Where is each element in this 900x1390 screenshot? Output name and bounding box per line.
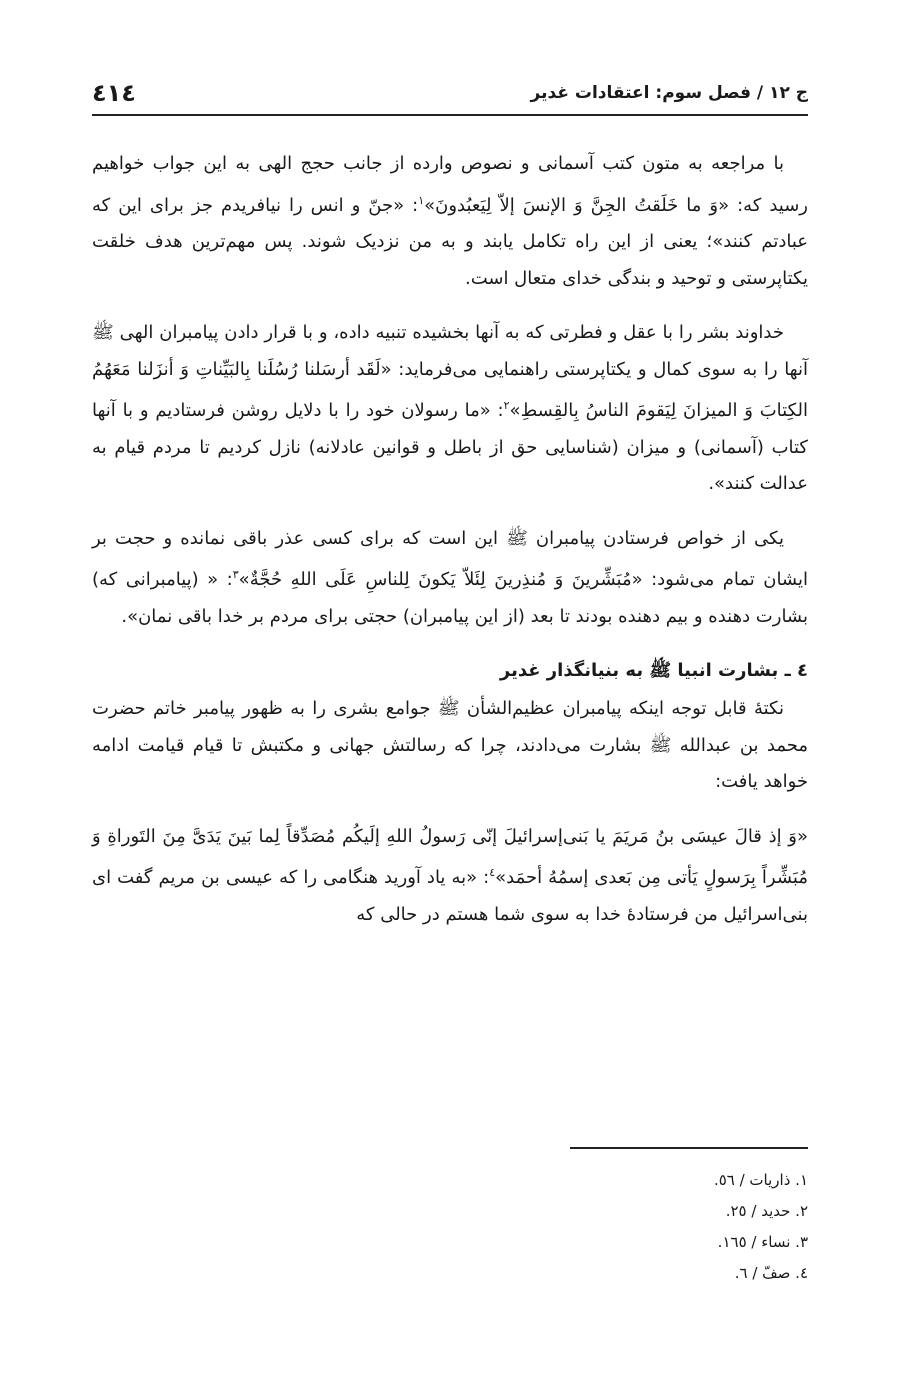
footnote-ref: ٢ <box>503 399 510 412</box>
quran-quote: مُبَشِّرینَ وَ مُنذِرینَ لِئَلاّ یَکونَ لِلناسِ عَلَی اللهِ حُجَّةٌ <box>249 569 632 590</box>
text-run: » <box>495 867 507 888</box>
paragraph-1 <box>92 146 808 297</box>
text-run: خداوند بشر را با عقل و فطرتی که به آنها بخشیده تنبیه داده، و با قرار دادن پیامبران الهی ﷺ آنها را به سوی کمال و یکتاپرستی راهنمایی می‌فرماید: « <box>92 322 808 380</box>
quran-quote: لَقَد أرسَلنا رُسُلَنا بِالبَیِّناتِ وَ أنزَلنا مَعَهُمُ الکِتابَ وَ المیزانَ لِیَقومَ الناسُ بِالقِسطِ <box>92 358 808 421</box>
text-run: » <box>238 569 250 590</box>
body-text <box>92 146 808 933</box>
footnote-1: ١. ذاریات / ٥٦. <box>713 1171 808 1189</box>
footnote-ref: ٤ <box>489 866 496 879</box>
text-run: « <box>796 825 808 847</box>
footnote-divider <box>570 1147 808 1149</box>
quran-quote: وَ إذ قالَ عیسَی بنُ مَریَمَ یا بَنی‌إسرائیلَ إنّی رَسولُ اللهِ إلَیکُم مُصَدِّقاً لِما بَینَ یَدَیَّ مِنَ التَوراةِ وَ مُبَشِّراً بِرَسولٍ یَأتی مِن بَعدی إسمُهُ أحمَد <box>92 825 808 888</box>
section-heading: ٤ ـ بشارت انبیا ﷺ به بنیانگذار غدیر <box>499 660 808 681</box>
text-run: » <box>509 400 521 421</box>
text-run: یکی از خواص فرستادن پیامبران ﷺ این است که برای کسی عذر باقی نمانده و حجت بر ایشان تمام می‌شود: « <box>92 527 808 590</box>
page-number: ٤١٤ <box>92 79 136 107</box>
footnote-ref: ١ <box>418 193 425 207</box>
paragraph-5 <box>92 819 808 934</box>
page-header <box>92 72 808 116</box>
footnote-3: ٣. نساء / ١٦٥. <box>717 1233 808 1251</box>
footnote-4: ٤. صفّ / ٦. <box>734 1264 808 1282</box>
text-run: با مراجعه به متون کتب آسمانی و نصوص وارده از جانب حجج الهی به این جواب خواهیم رسید که: « <box>92 153 808 216</box>
paragraph-4: نکتۀ قابل توجه اینکه پیامبران عظیم‌الشأن ﷺ جوامع بشری را به ظهور پیامبر خاتم حضرت محمد بن عبدالله ﷺ بشارت می‌دادند، چرا که رسالتش جهانی و مکتبش تا قیام قیامت ادامه خواهد یافت: <box>92 698 808 792</box>
text-run: : « (پیامبرانی که) بشارت دهنده و بیم دهنده بودند تا بعد (از این پیامبران) حجتی برای مردم بر خدا باقی نمان». <box>92 569 808 627</box>
text-run: : «ما رسولان خود را با دلایل روشن فرستادیم و با آنها کتاب (آسمانی) و میزان (شناسایی حق از باطل و قوانین عادلانه) نازل کردیم تا مردم قیام به عدالت کنند». <box>92 400 808 494</box>
footnotes <box>92 1165 808 1289</box>
paragraph-3 <box>92 521 808 636</box>
text-run: » <box>424 194 436 216</box>
footnote-ref: ٣ <box>232 568 239 581</box>
footnote-2: ٢. حدید / ٢٥. <box>725 1202 808 1220</box>
running-head: ج ١٢ / فصل سوم: اعتقادات غدیر <box>530 83 808 103</box>
text-run: : «به یاد آورید هنگامی را که عیسی بن مریم گفت ای بنی‌اسرائیل من فرستادۀ خدا به سوی شما هستم در حالی که <box>92 867 808 925</box>
quran-quote: وَ ما خَلَقتُ الجِنَّ وَ الإنسَ إلاّ لِیَعبُدونَ <box>435 194 719 216</box>
text-run: : «جنّ و انس را نیافریدم جز برای این که عبادتم کنند»؛ یعنی از این راه تکامل یابند و به من نزدیک شوند. پس مهم‌ترین هدف خلقت یکتاپرستی و توحید و بندگی خدای متعال است. <box>92 194 808 289</box>
paragraph-2 <box>92 315 808 503</box>
